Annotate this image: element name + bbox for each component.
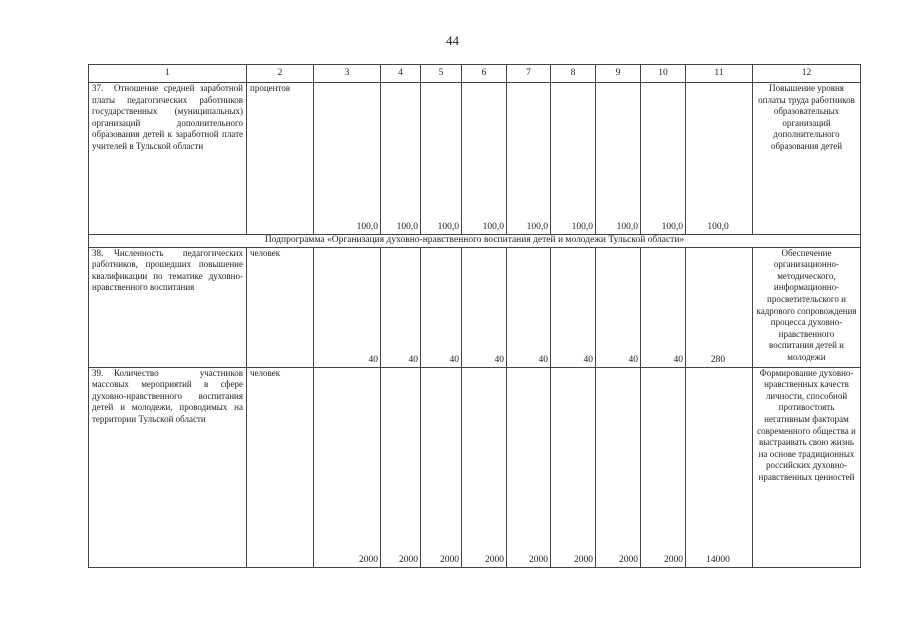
header-row: [89, 65, 861, 83]
value-cell: 2000: [314, 367, 381, 567]
column-header: 12: [753, 65, 861, 83]
column-header: 4: [381, 65, 421, 83]
row-index: 39.: [92, 367, 104, 378]
goal-cell: Обеспечение организационно-методического, информационно-просветительского и кадрового сопровождения процесса духовно-нравственного воспитания детей и молодежи: [753, 247, 861, 367]
value-cell: 40: [507, 247, 551, 367]
column-header: 9: [596, 65, 641, 83]
column-header: 3: [314, 65, 381, 83]
indicators-table: [88, 64, 861, 568]
value-cell: 14000: [686, 367, 753, 567]
value-cell: 40: [314, 247, 381, 367]
goal-cell: Повышение уровня оплаты труда работников образовательных организаций дополнительного образования детей: [753, 83, 861, 235]
unit-cell: человек: [247, 247, 314, 367]
value-cell: 2000: [507, 367, 551, 567]
value-cell: 100,0: [381, 83, 421, 235]
indicator-name-cell: [89, 247, 247, 367]
indicator-name: Количество участников массовых мероприятий в сфере духовно-нравственного воспитания детей и молодежи, проводимых на территории Тульской области: [92, 367, 243, 424]
value-cell: 40: [421, 247, 462, 367]
column-header: 1: [89, 65, 247, 83]
indicator-name: Численность педагогических работников, прошедших повышение квалификации по тематике духовно-нравственного воспитания: [92, 247, 243, 293]
table-row: [89, 247, 861, 367]
value-cell: 100,0: [462, 83, 507, 235]
unit-cell: человек: [247, 367, 314, 567]
column-header: 7: [507, 65, 551, 83]
value-cell: 40: [462, 247, 507, 367]
value-cell: 100,0: [551, 83, 596, 235]
unit-cell: процентов: [247, 83, 314, 235]
value-cell: 100,0: [596, 83, 641, 235]
subprogram-title: Подпрограмма «Организация духовно-нравственного воспитания детей и молодежи Тульской области»: [89, 235, 861, 248]
value-cell: 2000: [462, 367, 507, 567]
value-cell: 2000: [421, 367, 462, 567]
column-header: 11: [686, 65, 753, 83]
value-cell: 2000: [596, 367, 641, 567]
value-cell: 40: [641, 247, 686, 367]
value-cell: 40: [596, 247, 641, 367]
column-header: 8: [551, 65, 596, 83]
goal-cell: Формирование духовно-нравственных качеств личности, способной противостоять негативным факторам современного общества и выстраивать свою жизнь на основе традиционных российских духовно-нравственных ценностей: [753, 367, 861, 567]
value-cell: 40: [551, 247, 596, 367]
page-number: 44: [446, 33, 459, 48]
value-cell: 100,0: [641, 83, 686, 235]
value-cell: 100,0: [314, 83, 381, 235]
value-cell: 100,0: [507, 83, 551, 235]
value-cell: 2000: [551, 367, 596, 567]
indicator-name: Отношение средней заработной платы педагогических работников государственных (муниципальных) организаций дополнительного образования детей к заработной плате учителей в Тульской области: [92, 83, 243, 151]
table-row: [89, 83, 861, 235]
indicator-name-cell: [89, 367, 247, 567]
subprogram-row: [89, 235, 861, 248]
row-index: 38.: [92, 247, 104, 258]
indicator-name-cell: [89, 83, 247, 235]
column-header: 10: [641, 65, 686, 83]
row-index: 37.: [92, 83, 104, 93]
value-cell: 2000: [381, 367, 421, 567]
value-cell: 100,0: [421, 83, 462, 235]
table-row: [89, 367, 861, 567]
value-cell: 100,0: [686, 83, 753, 235]
value-cell: 280: [686, 247, 753, 367]
value-cell: 2000: [641, 367, 686, 567]
value-cell: 40: [381, 247, 421, 367]
column-header: 5: [421, 65, 462, 83]
column-header: 6: [462, 65, 507, 83]
column-header: 2: [247, 65, 314, 83]
